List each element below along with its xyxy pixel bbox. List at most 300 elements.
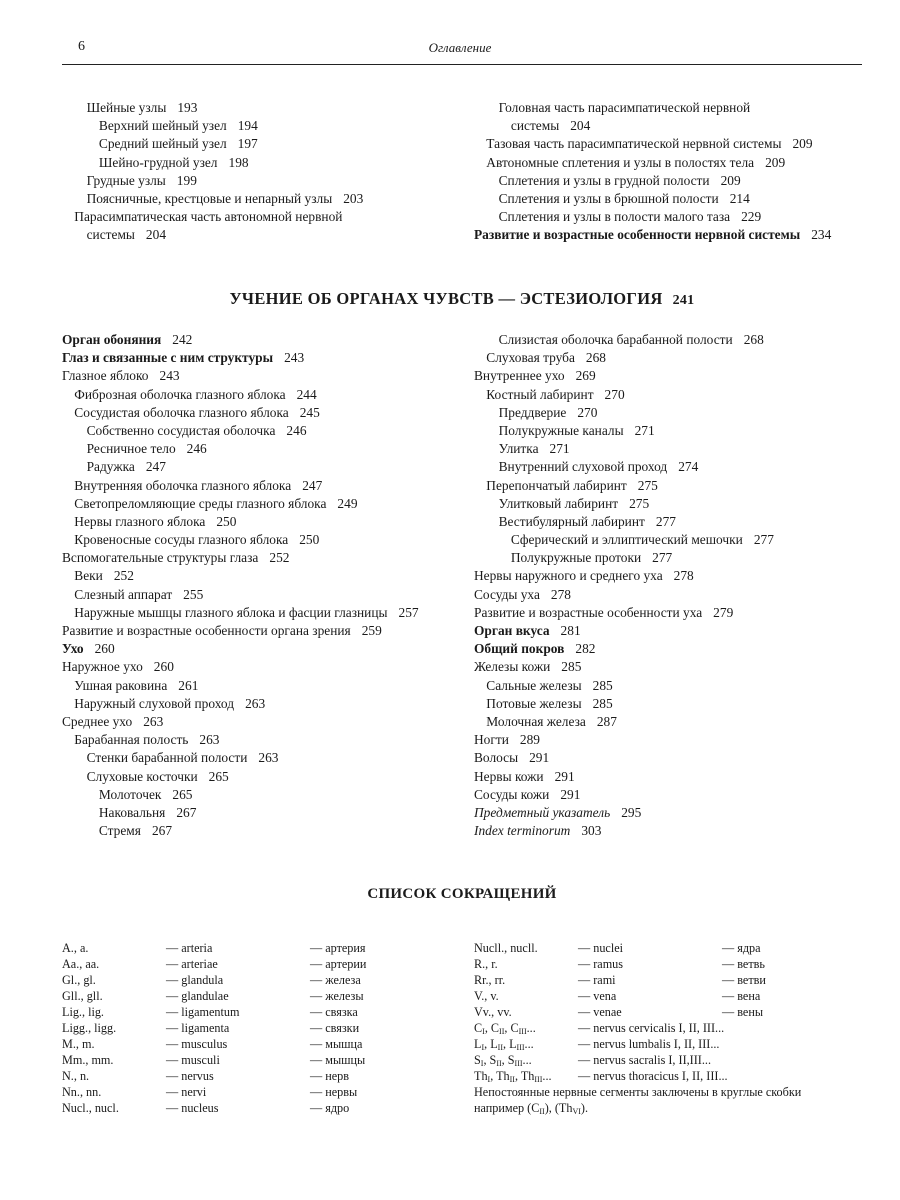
- toc-entry-title: Вестибулярный лабиринт: [498, 513, 645, 529]
- toc-entry-title: Шейные узлы: [86, 100, 167, 115]
- toc-entry[interactable]: [474, 404, 874, 422]
- abbreviation-latin: — musculus: [166, 1037, 228, 1051]
- toc-entry-page: 260: [94, 641, 115, 657]
- toc-entry[interactable]: [474, 226, 874, 244]
- toc-entry-title: Внутренняя оболочка глазного яблока: [74, 477, 292, 493]
- toc-entry[interactable]: [62, 495, 462, 513]
- toc-entry-page: 285: [592, 695, 613, 711]
- abbreviation-row: [62, 988, 462, 1004]
- toc-entry-title: Костный лабиринт: [486, 386, 594, 402]
- toc-entry-page: 204: [145, 227, 167, 243]
- segment-subscript: III: [518, 1027, 527, 1036]
- toc-entry[interactable]: [474, 172, 874, 190]
- toc-entry[interactable]: [62, 440, 462, 458]
- segment-abbreviation: $S_I$, $S_{II}$, $S_{III}$...: [474, 1053, 532, 1068]
- toc-entry-title: Внутреннее ухо: [474, 368, 565, 384]
- abbreviation-row: [62, 1052, 462, 1068]
- toc-top-left-column: [62, 99, 462, 245]
- toc-entry-page: 261: [178, 677, 199, 693]
- segment-abbreviation-row: [474, 1052, 894, 1068]
- toc-entry-title: Молочная железа: [486, 713, 586, 729]
- note-text: например (: [474, 1101, 532, 1115]
- note-text: ).: [580, 1101, 589, 1115]
- abbreviation-row: [474, 956, 894, 972]
- toc-entry-title: Веки: [74, 568, 103, 584]
- abbreviation-russian: — вены: [722, 1005, 764, 1019]
- toc-entry-title: Нервы кожи: [474, 768, 544, 784]
- toc-entry[interactable]: [62, 331, 462, 349]
- toc-entry-page: 263: [258, 750, 279, 766]
- toc-entry-page: 247: [302, 477, 323, 493]
- toc-entry-page: 204: [570, 118, 591, 134]
- toc-entry[interactable]: [62, 99, 462, 117]
- abbreviation-latin: — arteriae: [166, 957, 218, 971]
- abbreviation-row: [62, 1036, 462, 1052]
- toc-entry[interactable]: [62, 404, 462, 422]
- toc-entry[interactable]: [474, 495, 874, 513]
- abbreviation-latin: — nervi: [166, 1085, 207, 1099]
- toc-entry[interactable]: [62, 172, 462, 190]
- toc-entry[interactable]: [474, 822, 874, 840]
- toc-entry-title: Наружные мышцы глазного яблока и фасции глазницы: [74, 604, 388, 620]
- toc-entry[interactable]: [62, 604, 462, 622]
- toc-entry-page: 244: [296, 386, 317, 402]
- toc-entry-page: 214: [729, 190, 750, 206]
- toc-entry-title: Развитие и возрастные особенности нервной системы: [474, 227, 801, 243]
- abbreviations-title: СПИСОК СОКРАЩЕНИЙ: [367, 886, 557, 902]
- segment-latin: — nervus cervicalis I, II, III...: [578, 1021, 725, 1035]
- toc-entry-title: Сплетения и узлы в полости малого таза: [498, 209, 731, 225]
- toc-entry[interactable]: [474, 604, 874, 622]
- abbreviation: Ligg., ligg.: [62, 1021, 117, 1035]
- toc-entry-page: 270: [577, 404, 598, 420]
- toc-entry[interactable]: [62, 731, 462, 749]
- abbreviation-latin: — glandula: [166, 973, 224, 987]
- toc-entry-page: 263: [245, 695, 266, 711]
- section-title-text: УЧЕНИЕ ОБ ОРГАНАХ ЧУВСТВ — ЭСТЕЗИОЛОГИЯ: [229, 289, 663, 308]
- abbreviation-latin: — ligamenta: [166, 1021, 230, 1035]
- abbreviation: Gll., gll.: [62, 989, 103, 1003]
- abbreviation-latin: — rami: [578, 973, 616, 987]
- toc-entry-title: Сферический и эллиптический мешочки: [510, 532, 743, 548]
- abbreviation-russian: — ветвь: [722, 957, 765, 971]
- note-example-subscript: II: [539, 1107, 545, 1116]
- abbreviation-russian: — связки: [310, 1021, 360, 1035]
- toc-entry-page: 291: [560, 786, 581, 802]
- toc-entry-page: 249: [337, 495, 358, 511]
- toc-entry[interactable]: [62, 154, 462, 172]
- toc-entry-page: 263: [143, 713, 164, 729]
- abbreviation-russian: — артерия: [310, 941, 366, 955]
- toc-entry-title: Головная часть парасимпатической нервной системы: [498, 100, 751, 134]
- toc-entry[interactable]: [62, 586, 462, 604]
- toc-entry[interactable]: [474, 440, 874, 458]
- segment-latin: — nervus thoracicus I, II, III...: [578, 1069, 728, 1083]
- toc-main-right-column: [474, 331, 874, 840]
- toc-entry[interactable]: [62, 749, 462, 767]
- toc-entry[interactable]: [474, 99, 874, 135]
- toc-entry[interactable]: [474, 768, 874, 786]
- toc-entry-title: Index terminorum: [474, 823, 571, 839]
- toc-entry-page: 263: [199, 732, 220, 748]
- toc-entry-title: Полукружные каналы: [498, 422, 624, 438]
- segment-subscript: III: [514, 1059, 523, 1068]
- toc-entry[interactable]: [62, 349, 462, 367]
- abbreviation-latin: — nucleus: [166, 1101, 219, 1115]
- toc-entry[interactable]: [62, 640, 462, 658]
- abbreviation-latin: — nervus: [166, 1069, 214, 1083]
- toc-entry-page: 242: [172, 332, 193, 347]
- toc-entry[interactable]: [62, 513, 462, 531]
- toc-entry-title: Волосы: [474, 750, 519, 766]
- toc-entry-title: Общий покров: [474, 641, 565, 657]
- toc-entry-title: Верхний шейный узел: [98, 118, 227, 134]
- toc-entry[interactable]: [62, 531, 462, 549]
- toc-entry-title: Улитковый лабиринт: [498, 495, 619, 511]
- toc-entry-title: Глаз и связанные с ним структуры: [62, 350, 274, 366]
- toc-entry-title: Барабанная полость: [74, 732, 189, 748]
- toc-entry-page: 278: [550, 586, 571, 602]
- toc-entry-page: 295: [621, 804, 642, 820]
- toc-entry[interactable]: [474, 190, 874, 208]
- toc-entry-title: Собственно сосудистая оболочка: [86, 422, 276, 438]
- toc-entry-page: 250: [299, 532, 320, 548]
- segment-abbreviation-row: [474, 1036, 894, 1052]
- toc-entry[interactable]: [62, 713, 462, 731]
- toc-entry[interactable]: [62, 208, 462, 244]
- toc-entry-title: Слуховые косточки: [86, 768, 198, 784]
- toc-entry[interactable]: [474, 349, 874, 367]
- abbreviation-russian: — железы: [310, 989, 364, 1003]
- toc-entry-page: 250: [216, 513, 237, 529]
- toc-entry-title: Нервы глазного яблока: [74, 513, 206, 529]
- toc-entry-title: Тазовая часть парасимпатической нервной системы: [486, 136, 782, 152]
- toc-entry-title: Предметный указатель: [474, 804, 611, 820]
- toc-entry-page: 252: [269, 550, 290, 566]
- toc-entry-page: 243: [159, 368, 180, 384]
- toc-entry[interactable]: [62, 549, 462, 567]
- toc-entry-page: 265: [172, 786, 193, 802]
- toc-entry-page: 243: [284, 350, 305, 366]
- segment-abbreviation-row: [474, 1068, 894, 1084]
- abbreviation: Lig., lig.: [62, 1005, 104, 1019]
- abbreviation-row: [62, 1084, 462, 1100]
- abbreviation-russian: — мышца: [310, 1037, 363, 1051]
- toc-entry-page: 259: [361, 623, 382, 638]
- abbreviation: Nn., nn.: [62, 1085, 102, 1099]
- toc-main-left-column: [62, 331, 462, 840]
- toc-entry[interactable]: [62, 117, 462, 135]
- abbreviation-row: [474, 940, 894, 956]
- segment-subscript: I: [481, 1043, 485, 1052]
- toc-entry[interactable]: [62, 768, 462, 786]
- abbreviation: Gl., gl.: [62, 973, 96, 987]
- abbreviation-latin: — musculi: [166, 1053, 220, 1067]
- toc-entry-title: Полукружные протоки: [510, 550, 642, 566]
- toc-entry-title: Слуховая труба: [486, 350, 575, 366]
- note-example-base: Th: [558, 1101, 573, 1115]
- toc-entry-page: 270: [604, 386, 625, 402]
- toc-entry[interactable]: [62, 822, 462, 840]
- toc-entry-title: Молоточек: [98, 786, 162, 802]
- toc-entry[interactable]: [474, 531, 874, 549]
- toc-entry-page: 245: [299, 404, 320, 420]
- toc-entry-title: Ухо: [62, 641, 84, 657]
- toc-entry-page: 277: [652, 550, 673, 566]
- toc-entry-title: Стенки барабанной полости: [86, 750, 248, 766]
- toc-entry[interactable]: [474, 640, 874, 658]
- abbreviation-row: [62, 972, 462, 988]
- toc-entry[interactable]: [474, 367, 874, 385]
- toc-entry-title: Орган обоняния: [62, 332, 162, 347]
- toc-entry[interactable]: [474, 513, 874, 531]
- abbreviation-row: [474, 988, 894, 1004]
- toc-entry-page: 247: [145, 459, 166, 475]
- toc-entry[interactable]: [474, 477, 874, 495]
- toc-entry-title: Радужка: [86, 459, 135, 475]
- note-example-subscript: VI: [572, 1107, 581, 1116]
- abbreviation-russian: — вена: [722, 989, 761, 1003]
- abbreviation-latin: — ramus: [578, 957, 624, 971]
- toc-entry-title: Орган вкуса: [474, 623, 550, 638]
- abbreviation-row: [62, 940, 462, 956]
- toc-entry[interactable]: [474, 586, 874, 604]
- segment-abbreviation: $L_I$, $L_{II}$, $L_{III}$...: [474, 1037, 534, 1052]
- toc-entry-page: 279: [713, 604, 734, 620]
- toc-entry[interactable]: [474, 622, 874, 640]
- abbreviations-left-column: [62, 940, 462, 1116]
- toc-entry-title: Сосуды уха: [474, 586, 540, 602]
- segment-abbreviation: $C_I$, $C_{II}$, $C_{III}$...: [474, 1021, 536, 1036]
- toc-entry-page: 275: [629, 495, 650, 511]
- toc-entry[interactable]: [474, 458, 874, 476]
- toc-entry[interactable]: [474, 422, 874, 440]
- abbreviation: Aa., aa.: [62, 957, 100, 971]
- toc-entry[interactable]: [62, 422, 462, 440]
- toc-entry-page: 271: [634, 422, 655, 438]
- segment-abbreviation: $Th_I$, $Th_{II}$, $Th_{III}$...: [474, 1069, 552, 1084]
- toc-entry-page: 252: [113, 568, 134, 584]
- toc-entry-page: 246: [286, 422, 307, 438]
- toc-entry-title: Внутренний слуховой проход: [498, 459, 668, 475]
- toc-entry-page: 255: [183, 586, 204, 602]
- toc-entry-title: Наружный слуховой проход: [74, 695, 235, 711]
- toc-entry[interactable]: [474, 786, 874, 804]
- segment-subscript: II: [509, 1075, 515, 1084]
- abbreviation: A., a.: [62, 941, 89, 955]
- toc-entry[interactable]: [474, 386, 874, 404]
- toc-entry-title: Сосуды кожи: [474, 786, 550, 802]
- toc-entry-page: 265: [208, 768, 229, 784]
- toc-entry-page: 209: [720, 172, 741, 188]
- abbreviation: Mm., mm.: [62, 1053, 114, 1067]
- toc-entry[interactable]: [62, 477, 462, 495]
- toc-entry-page: 267: [151, 823, 173, 839]
- abbreviation-russian: — мышцы: [310, 1053, 366, 1067]
- header-rule: [62, 64, 862, 65]
- page-number: 6: [78, 39, 85, 54]
- note-line-1: Непостоянные нервные сегменты заключены в круглые скобки: [474, 1085, 802, 1099]
- running-title: Оглавление: [428, 40, 492, 55]
- toc-entry-page: 289: [519, 732, 540, 748]
- segment-subscript: II: [497, 1043, 503, 1052]
- note-example-base: C: [531, 1101, 540, 1115]
- toc-entry-title: Преддверие: [498, 404, 567, 420]
- toc-entry-page: 193: [177, 100, 198, 115]
- toc-entry[interactable]: [474, 658, 874, 676]
- toc-entry-title: Развитие и возрастные особенности органа зрения: [62, 623, 351, 638]
- abbreviation: V., v.: [474, 989, 499, 1003]
- toc-entry[interactable]: [474, 331, 874, 349]
- abbreviation-row: [62, 1100, 462, 1116]
- toc-entry[interactable]: [62, 458, 462, 476]
- toc-entry-page: 285: [561, 659, 582, 675]
- section-heading-abbreviations: [0, 886, 900, 903]
- toc-entry[interactable]: [62, 135, 462, 153]
- toc-entry[interactable]: [62, 786, 462, 804]
- note-text: ), (: [544, 1101, 559, 1115]
- toc-entry[interactable]: [474, 695, 874, 713]
- toc-entry-page: 257: [398, 604, 419, 620]
- toc-entry-page: 260: [153, 659, 174, 675]
- toc-entry[interactable]: [474, 713, 874, 731]
- abbreviation-latin: — vena: [578, 989, 617, 1003]
- toc-entry-page: 275: [637, 477, 658, 493]
- abbreviation-latin: — venae: [578, 1005, 622, 1019]
- toc-entry-title: Шейно-грудной узел: [98, 154, 218, 170]
- abbreviation-latin: — glandulae: [166, 989, 229, 1003]
- toc-entry-title: Светопреломляющие среды глазного яблока: [74, 495, 327, 511]
- section-heading-esthesiology: [0, 289, 900, 309]
- segment-subscript: II: [496, 1059, 502, 1068]
- abbreviation: Nucll., nucll.: [474, 941, 538, 955]
- abbreviation-russian: — связка: [310, 1005, 358, 1019]
- toc-entry[interactable]: [474, 135, 874, 153]
- toc-entry-title: Парасимпатическая часть автономной нервной системы: [74, 209, 343, 243]
- toc-entry[interactable]: [474, 677, 874, 695]
- toc-entry-title: Вспомогательные структуры глаза: [62, 550, 259, 566]
- toc-entry-page: 277: [753, 532, 774, 548]
- toc-entry-page: 194: [237, 118, 258, 134]
- toc-entry-title: Развитие и возрастные особенности уха: [474, 604, 703, 620]
- toc-entry[interactable]: [62, 386, 462, 404]
- abbreviation-latin: — ligamentum: [166, 1005, 240, 1019]
- toc-entry-page: 285: [592, 677, 613, 693]
- toc-entry[interactable]: [474, 731, 874, 749]
- toc-entry[interactable]: [474, 567, 874, 585]
- toc-entry-title: Железы кожи: [474, 659, 551, 675]
- abbreviation-russian: — артерии: [310, 957, 367, 971]
- toc-entry-title: Сплетения и узлы в брюшной полости: [498, 190, 719, 206]
- segment-subscript: I: [482, 1027, 485, 1036]
- abbreviation-russian: — ядра: [722, 941, 761, 955]
- toc-top-right-column: [474, 99, 874, 245]
- toc-entry-title: Фиброзная оболочка глазного яблока: [74, 386, 286, 402]
- abbreviation-row: [474, 972, 894, 988]
- toc-entry[interactable]: [62, 190, 462, 208]
- toc-entry-title: Ушная раковина: [74, 677, 168, 693]
- toc-entry-page: 246: [186, 441, 207, 457]
- abbreviation-row: [62, 956, 462, 972]
- toc-entry-page: 198: [228, 154, 249, 170]
- abbreviations-right-column: [474, 940, 894, 1120]
- toc-entry[interactable]: [474, 154, 874, 172]
- abbreviation: R., r.: [474, 957, 498, 971]
- toc-entry-page: 291: [554, 768, 575, 784]
- toc-entry[interactable]: [62, 695, 462, 713]
- toc-entry-page: 291: [529, 750, 550, 766]
- segment-subscript: III: [516, 1043, 525, 1052]
- segment-subscript: II: [499, 1027, 505, 1036]
- toc-entry[interactable]: [62, 677, 462, 695]
- toc-entry-title: Перепончатый лабиринт: [486, 477, 627, 493]
- toc-entry-page: 268: [585, 350, 606, 366]
- abbreviation: Rr., rr.: [474, 973, 506, 987]
- toc-entry-page: 199: [176, 172, 197, 188]
- toc-entry-page: 277: [655, 513, 676, 529]
- toc-entry-page: 234: [811, 227, 832, 243]
- toc-entry-page: 269: [575, 368, 596, 384]
- toc-entry-page: 281: [560, 623, 581, 638]
- toc-entry-title: Наружное ухо: [62, 659, 143, 675]
- abbreviation: N., n.: [62, 1069, 90, 1083]
- toc-entry-title: Ресничное тело: [86, 441, 176, 457]
- toc-entry-page: 278: [673, 568, 694, 584]
- toc-entry-page: 274: [678, 459, 699, 475]
- segment-abbreviation-row: [474, 1020, 894, 1036]
- abbreviation-row: [62, 1004, 462, 1020]
- toc-entry-title: Сальные железы: [486, 677, 582, 693]
- toc-entry[interactable]: [474, 549, 874, 567]
- segment-subscript: III: [534, 1075, 543, 1084]
- toc-entry-page: 267: [176, 804, 197, 820]
- toc-entry-page: 197: [237, 136, 258, 152]
- toc-entry-page: 282: [575, 641, 596, 657]
- toc-entry-title: Наковальня: [98, 804, 166, 820]
- toc-entry-page: 303: [581, 823, 602, 839]
- toc-entry-page: 229: [741, 209, 762, 225]
- toc-entry-title: Сосудистая оболочка глазного яблока: [74, 404, 289, 420]
- toc-entry-page: 287: [596, 713, 617, 729]
- abbreviation: M., m.: [62, 1037, 95, 1051]
- abbreviation: Nucl., nucl.: [62, 1101, 119, 1115]
- abbreviation: Vv., vv.: [474, 1005, 512, 1019]
- segment-latin: — nervus sacralis I, II,III...: [578, 1053, 711, 1067]
- abbreviation-row: [474, 1004, 894, 1020]
- toc-entry-title: Ногти: [474, 732, 509, 748]
- toc-entry[interactable]: [62, 367, 462, 385]
- toc-entry-page: 268: [743, 332, 764, 347]
- toc-entry-title: Средний шейный узел: [98, 136, 227, 152]
- abbreviation-russian: — ядро: [310, 1101, 350, 1115]
- abbreviation-russian: — нерв: [310, 1069, 350, 1083]
- toc-entry-page: 209: [792, 136, 813, 152]
- toc-entry[interactable]: [474, 208, 874, 226]
- toc-entry[interactable]: [62, 622, 462, 640]
- toc-entry-title: Стремя: [98, 823, 141, 839]
- abbreviation-latin: — nuclei: [578, 941, 624, 955]
- toc-entry-page: 271: [549, 441, 570, 457]
- toc-entry-title: Слезный аппарат: [74, 586, 173, 602]
- toc-entry[interactable]: [62, 567, 462, 585]
- toc-entry[interactable]: [62, 658, 462, 676]
- toc-entry[interactable]: [474, 749, 874, 767]
- segment-subscript: I: [480, 1059, 484, 1068]
- abbreviation-latin: — arteria: [166, 941, 213, 955]
- toc-entry-title: Грудные узлы: [86, 172, 166, 188]
- toc-entry[interactable]: [474, 804, 874, 822]
- toc-entry[interactable]: [62, 804, 462, 822]
